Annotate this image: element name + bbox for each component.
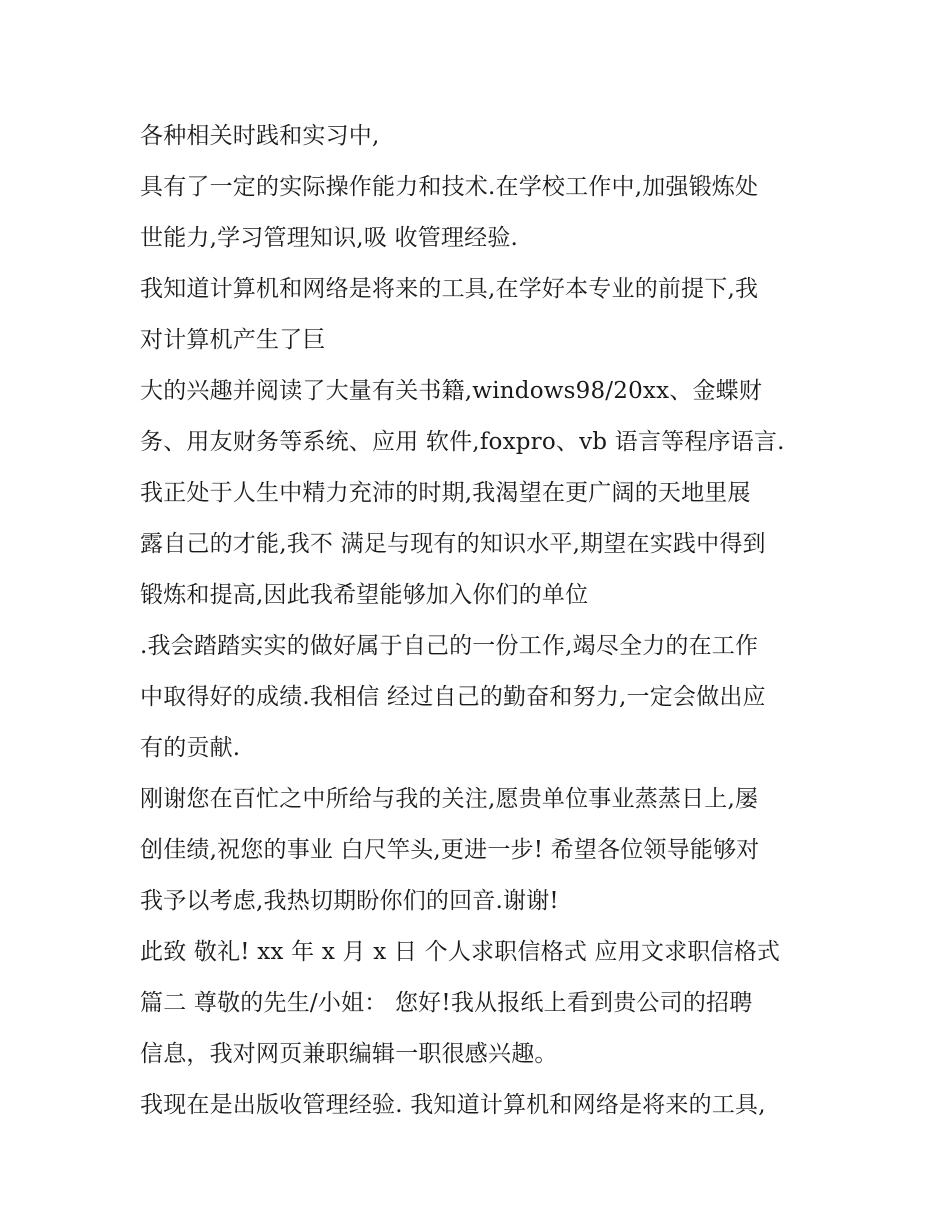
text-line: 我正处于人生中精力充沛的时期,我渴望在更广阔的天地里展 [140,480,751,506]
text-line: 此致 敬礼! xx 年 x 月 x 日 个人求职信格式 应用文求职信格式 [140,939,781,965]
text-line: 各种相关时践和实习中, [140,123,380,149]
text-line: 有的贡献. [140,735,241,761]
text-line: 中取得好的成绩.我相信 经过自己的勤奋和努力,一定会做出应 [140,684,766,710]
text-line: 露自己的才能,我不 满足与现有的知识水平,期望在实践中得到 [140,531,766,557]
text-line: 世能力,学习管理知识,吸 收管理经验. [140,225,519,251]
text-line: 创佳绩,祝您的事业 白尺竿头,更进一步! 希望各位领导能够对 [140,837,760,863]
text-line: 我知道计算机和网络是将来的工具,在学好本专业的前提下,我 [140,276,759,302]
text-line: 锻炼和提高,因此我希望能够加入你们的单位 [140,582,589,608]
text-line: 我予以考虑,我热切期盼你们的回音.谢谢! [140,888,559,914]
text-line: 篇二 尊敬的先生/小姐： 您好!我从报纸上看到贵公司的招聘 [140,990,753,1016]
text-line: 务、用友财务等系统、应用 软件,foxpro、vb 语言等程序语言. [140,429,785,455]
text-line: .我会踏踏实实的做好属于自己的一份工作,竭尽全力的在工作 [140,633,759,659]
text-line: 对计算机产生了巨 [140,327,326,353]
text-line: 信息，我对网页兼职编辑一职很感兴趣。 [140,1041,558,1067]
text-line: 刚谢您在百忙之中所给与我的关注,愿贵单位事业蒸蒸日上,屡 [140,786,759,812]
text-line: 大的兴趣并阅读了大量有关书籍,windows98/20xx、金蝶财 [140,378,763,404]
text-line: 我现在是出版收管理经验. 我知道计算机和网络是将来的工具, [140,1092,766,1118]
text-line: 具有了一定的实际操作能力和技术.在学校工作中,加强锻炼处 [140,174,759,200]
